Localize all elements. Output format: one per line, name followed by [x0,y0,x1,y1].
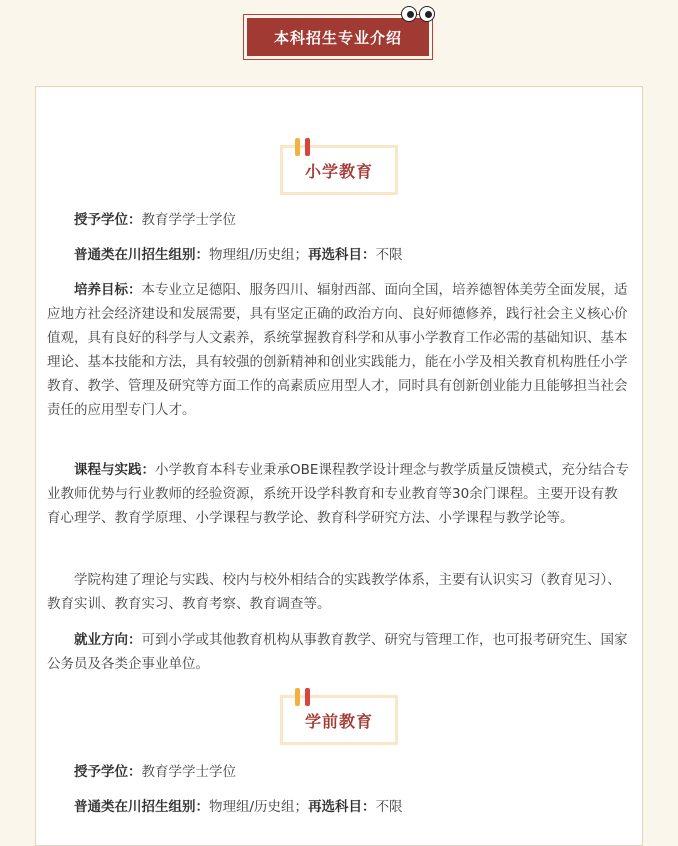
course-text: 小学教育本科专业秉承OBE课程教学设计理念与教学质量反馈模式，充分结合专业教师优势与行业教师的经验资源，系统开设学科教育和专业教育等30余门课程。主要开设有教育心理学、教育学原理、小学课程与教学论、教育科学研究方法、小学课程与教学论等。 [47,462,629,526]
reselect-value: 不限 [375,799,403,815]
reselect-value: 不限 [375,247,403,263]
degree-line [47,760,631,784]
enrollment-group-line [47,795,631,819]
reselect-label: 再选科目： [308,799,376,815]
group-value: 物理组/历史组； [209,247,309,263]
career-label: 就业方向： [74,632,142,648]
practice-text: 学院构建了理论与实践、校内与校外相结合的实践教学体系，主要有认识实习（教育见习）、教育实训、教育实习、教育考察、教育调查等。 [47,572,621,612]
degree-line [47,208,631,232]
header-banner-title: 本科招生专业介绍 [247,18,429,56]
bars-icon [295,688,315,706]
group-label: 普通类在川招生组别： [74,247,209,263]
goal-label: 培养目标： [74,282,142,298]
goal-text: 本专业立足德阳、服务四川、辐射西部、面向全国，培养德智体美劳全面发展，适应地方社会经济建设和发展需要，具有坚定正确的政治方向、良好师德修养，践行社会主义核心价值观，具有良好的科学与人文素养，系统掌握教育科学和从事小学教育工作必需的基础知识、基本理论、基本技能和方法，具有较强的创新精神和创业实践能力，能在小学及相关教育机构胜任小学教育、教学、管理及研究等方面工作的高素质应用型人才，同时具有创新创业能力且能够担当社会责任的应用型专门人才。 [47,282,628,418]
training-goal-paragraph [47,278,631,422]
eyes-icon [401,6,437,22]
section-title-primary-education: 小学教育 [280,145,398,195]
group-value: 物理组/历史组； [209,799,309,815]
reselect-label: 再选科目： [308,247,376,263]
bars-icon [295,138,315,156]
enrollment-group-line [47,243,631,267]
course-label: 课程与实践： [74,462,155,478]
course-practice-paragraph [47,458,631,530]
practice-system-paragraph [47,568,631,616]
career-direction-paragraph [47,628,631,676]
section-title-preschool-education: 学前教育 [280,695,398,745]
career-text: 可到小学或其他教育机构从事教育教学、研究与管理工作，也可报考研究生、国家公务员及各类企事业单位。 [47,632,628,672]
degree-label: 授予学位： [74,212,142,228]
degree-label: 授予学位： [74,764,142,780]
degree-value: 教育学学士学位 [141,212,236,228]
degree-value: 教育学学士学位 [141,764,236,780]
group-label: 普通类在川招生组别： [74,799,209,815]
